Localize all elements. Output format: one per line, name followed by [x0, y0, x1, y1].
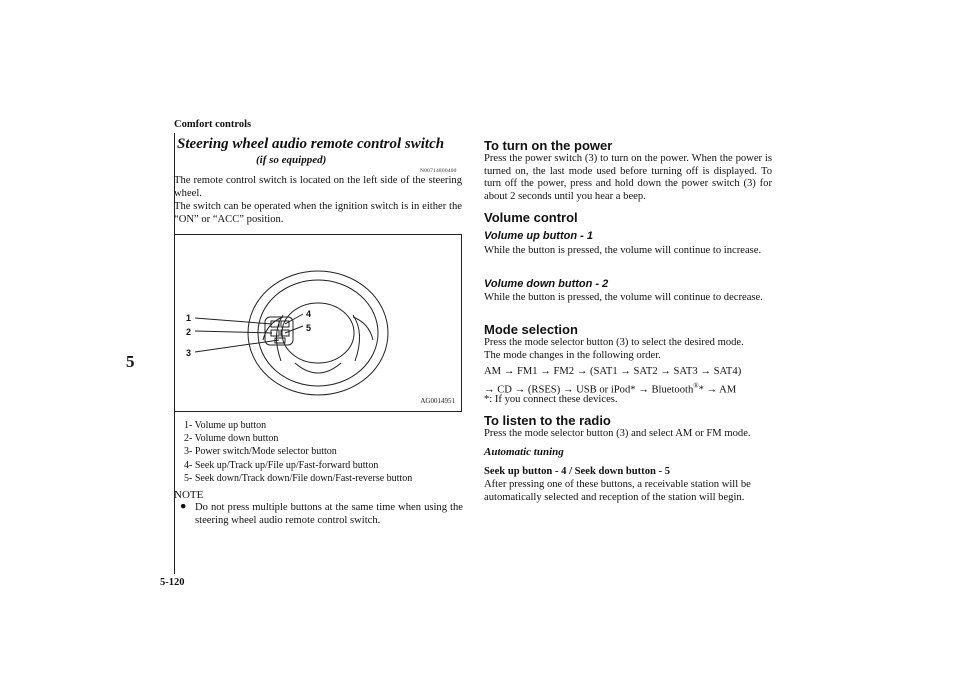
- power-heading: To turn on the power: [484, 138, 613, 153]
- section-title: Steering wheel audio remote control switch: [177, 136, 445, 152]
- seek-text: After pressing one of these buttons, a receivable station will be automatically selected and reception of the station will begin.: [484, 479, 751, 503]
- list-item: 4- Seek up/Track up/File up/Fast-forward button: [184, 459, 379, 471]
- radio-heading: To listen to the radio: [484, 413, 611, 428]
- note-text: Do not press multiple buttons at the same time when using the steering wheel audio remote control switch.: [195, 502, 463, 526]
- note-bullet: ●: [180, 501, 187, 512]
- figure-label-3: 3: [186, 348, 192, 358]
- seek-heading: Seek up button - 4 / Seek down button - 5: [484, 466, 671, 477]
- radio-text: Press the mode selector button (3) and select AM or FM mode.: [484, 428, 751, 439]
- page-number: 5-120: [160, 577, 185, 588]
- note-title: NOTE: [174, 489, 204, 501]
- mode-text-2: The mode changes in the following order.: [484, 350, 661, 361]
- list-item: 2- Volume down button: [184, 433, 279, 445]
- button-list: [184, 419, 412, 485]
- list-item: 3- Power switch/Mode selector button: [184, 446, 337, 458]
- intro-paragraph-1: The remote control switch is located on the left side of the steering wheel.: [174, 175, 462, 199]
- volume-down-text: While the button is pressed, the volume will continue to decrease.: [484, 292, 763, 303]
- section-header: Comfort controls: [174, 119, 252, 130]
- figure-label-1: 1: [186, 313, 192, 323]
- volume-down-heading: Volume down button - 2: [484, 278, 609, 290]
- chapter-tab-number: 5: [126, 352, 135, 371]
- steering-wheel-figure: [174, 234, 462, 412]
- figure-code: AG0014951: [420, 397, 455, 405]
- power-text: Press the power switch (3) to turn on the power. When the power is turned on, the last mode used before turning off is displayed. To turn off the power, press and hold down the power switch (3) for about 2 seconds until you hear a beep.: [484, 153, 772, 202]
- intro-paragraph-2: The switch can be operated when the ignition switch is in either the “ON” or “ACC” position.: [174, 201, 462, 225]
- registered-mark: ®: [693, 382, 699, 390]
- tuning-heading: Automatic tuning: [484, 446, 564, 458]
- mode-text-1: Press the mode selector button (3) to select the desired mode.: [484, 337, 744, 348]
- figure-label-2: 2: [186, 327, 192, 337]
- figure-label-5: 5: [306, 323, 312, 333]
- list-item: 1- Volume up button: [184, 420, 267, 431]
- section-title-sub: (if so equipped): [256, 154, 327, 166]
- mode-order-line-1: AM → FM1 → FM2 → (SAT1 → SAT2 → SAT3 → SAT4): [484, 366, 742, 377]
- section-code: N00714800400: [420, 168, 457, 174]
- list-item: 5- Seek down/Track down/File down/Fast-reverse button: [184, 472, 413, 484]
- figure-label-4: 4: [306, 309, 312, 319]
- volume-up-heading: Volume up button - 1: [484, 230, 593, 242]
- mode-order-text-a: → CD → (RSES) → USB or iPod* → Bluetooth: [484, 384, 694, 396]
- volume-up-text: While the button is pressed, the volume will continue to increase.: [484, 245, 762, 256]
- mode-footnote: *: If you connect these devices.: [484, 394, 618, 405]
- mode-order-text-b: * → AM: [698, 384, 737, 396]
- volume-heading: Volume control: [484, 210, 578, 225]
- mode-heading: Mode selection: [484, 322, 578, 337]
- steering-wheel-illustration: [175, 235, 461, 411]
